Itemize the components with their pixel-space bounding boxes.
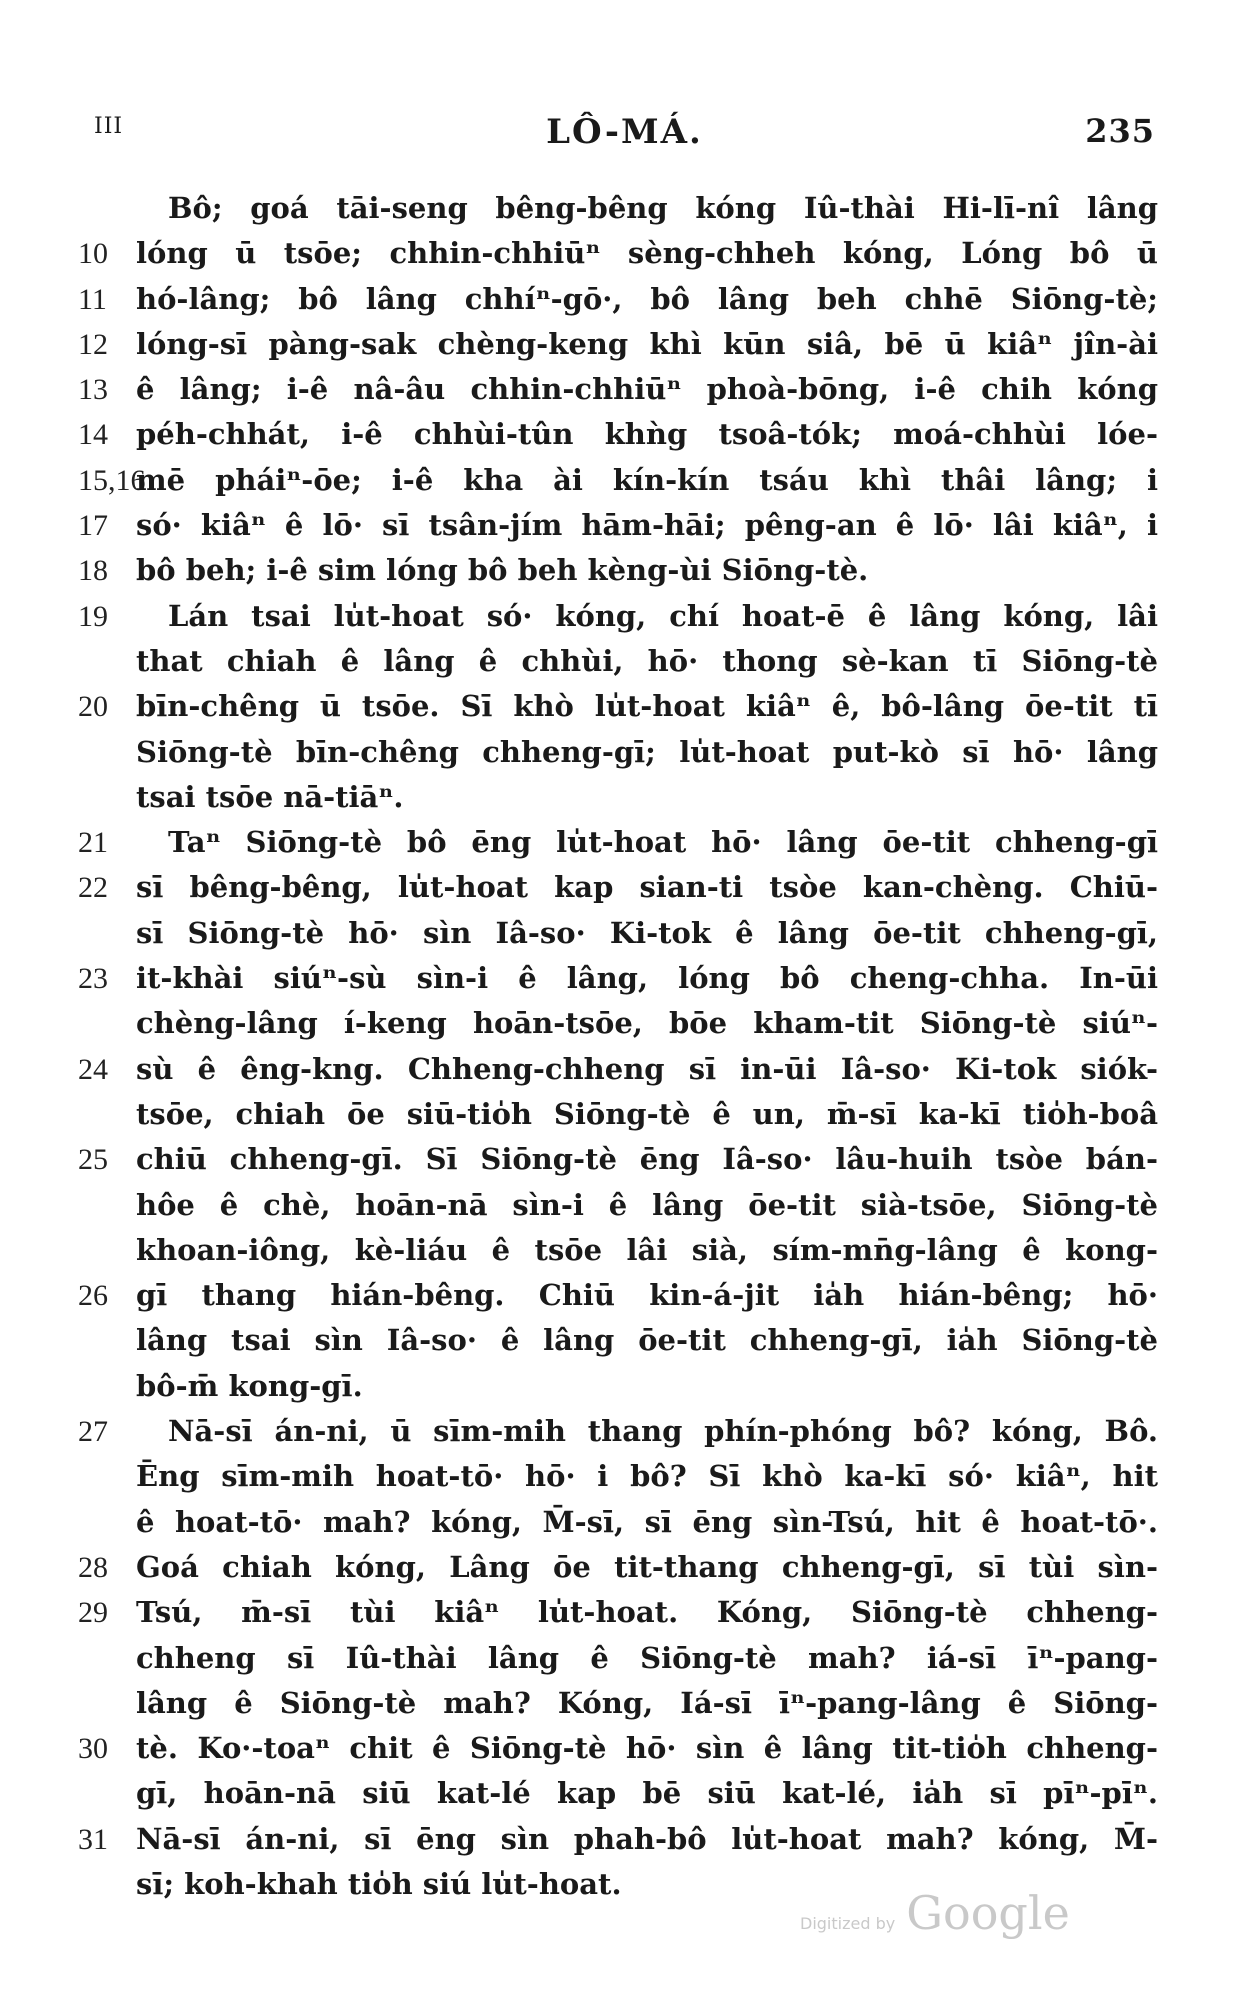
google-logo: Google [906,1886,1070,1940]
text-line [78,1590,1158,1635]
text-line [78,1183,1158,1228]
text-line [78,1409,1158,1454]
verse-number: 11 [78,282,107,316]
text-line [78,1047,1158,1092]
text-line [78,911,1158,956]
line-text: ê lâng; i-ê nâ-âu chhin-chhiūⁿ phoà-bōng, i-ê chih kóng [136,372,1158,407]
text-line [78,412,1158,457]
text-line [78,1771,1158,1816]
line-text: bīn-chêng ū tsōe. Sī khò lu̍t-hoat kiâⁿ ê, bô-lâng ōe-tit tī [136,689,1158,724]
line-text: Nā-sī án-ni, ū sīm-mih thang phín-phóng bô? kóng, Bô. [168,1414,1158,1449]
text-line [78,548,1158,593]
line-text: sī; koh-khah tio̍h siú lu̍t-hoat. [136,1866,622,1901]
line-text: Goá chiah kóng, Lâng ōe tit-thang chheng-gī, sī tùi sìn- [136,1549,1158,1584]
line-text: lóng ū tsōe; chhin-chhiūⁿ sèng-chheh kóng, Lóng bô ū [136,236,1158,271]
text-line [78,231,1158,276]
line-text: Ēng sīm-mih hoat-tō· hō· i bô? Sī khò ka-kī só· kiâⁿ, hit [136,1459,1158,1494]
line-text: tsai tsōe nā-tiāⁿ. [136,779,404,814]
digitized-by-text: Digitized by [800,1914,896,1933]
text-line [78,1318,1158,1363]
digitization-watermark [800,1886,1070,1946]
text-line [78,1092,1158,1137]
line-text: lâng tsai sìn Iâ-so· ê lâng ōe-tit chheng-gī, ia̍h Siōng-tè [136,1323,1158,1358]
line-text: that chiah ê lâng ê chhùi, hō· thong sè-kan tī Siōng-tè [136,643,1158,678]
line-text: ê hoat-tō· mah? kóng, M̄-sī, sī ēng sìn-Tsú, hit ê hoat-tō·. [136,1504,1158,1539]
text-line [78,1500,1158,1545]
text-line [78,1001,1158,1046]
running-head [94,112,1155,156]
text-line [78,1454,1158,1499]
verse-number: 22 [78,871,108,905]
text-line [78,956,1158,1001]
line-text: Siōng-tè bīn-chêng chheng-gī; lu̍t-hoat put-kò sī hō· lâng [136,734,1158,769]
verse-number: 27 [78,1415,108,1449]
text-line [78,1545,1158,1590]
verse-number: 26 [78,1279,108,1313]
verse-number: 29 [78,1596,108,1630]
line-text: sī Siōng-tè hō· sìn Iâ-so· Ki-tok ê lâng ōe-tit chheng-gī, [136,915,1158,950]
line-text: gī, hoān-nā siū kat-lé kap bē siū kat-lé, ia̍h sī pīⁿ-pīⁿ. [136,1776,1158,1811]
line-text: lóng-sī pàng-sak chèng-keng khì kūn siâ, bē ū kiâⁿ jîn-ài [136,326,1158,361]
page-title: LÔ-MÁ. [546,112,703,152]
text-line [78,1273,1158,1318]
line-text: Taⁿ Siōng-tè bô ēng lu̍t-hoat hō· lâng ōe-tit chheng-gī [168,825,1158,860]
text-line [78,1636,1158,1681]
line-text: lâng ê Siōng-tè mah? Kóng, Iá-sī īⁿ-pang-lâng ê Siōng- [136,1685,1158,1720]
text-line [78,367,1158,412]
verse-number: 18 [78,554,108,588]
verse-number: 13 [78,373,108,407]
verse-number: 25 [78,1143,108,1177]
line-text: bô beh; i-ê sim lóng bô beh kèng-ùi Siōng-tè. [136,553,869,588]
text-line [78,1228,1158,1273]
line-text: péh-chhát, i-ê chhùi-tûn khǹg tsoâ-tók; moá-chhùi lóe- [136,417,1158,452]
chapter-number: III [94,114,124,139]
line-text: chèng-lâng í-keng hoān-tsōe, bōe kham-tit Siōng-tè siúⁿ- [136,1006,1158,1041]
text-line [78,775,1158,820]
text-line [78,322,1158,367]
line-text: bô-m̄ kong-gī. [136,1368,363,1403]
line-text: hó-lâng; bô lâng chhíⁿ-gō·, bô lâng beh chhē Siōng-tè; [136,281,1158,316]
line-text: gī thang hián-bêng. Chiū kin-á-jit ia̍h hián-bêng; hō· [136,1278,1158,1313]
line-text: só· kiâⁿ ê lō· sī tsân-jím hām-hāi; pêng-an ê lō· lâi kiâⁿ, i [136,508,1158,543]
line-text: tsōe, chiah ōe siū-tio̍h Siōng-tè ê un, m̄-sī ka-kī tio̍h-boâ [136,1096,1158,1131]
text-line [78,186,1158,231]
line-text: tè. Ko·-toaⁿ chit ê Siōng-tè hō· sìn ê lâng tit-tio̍h chheng- [136,1731,1158,1766]
text-line [78,1137,1158,1182]
line-text: mē pháiⁿ-ōe; i-ê kha ài kín-kín tsáu khì thâi lâng; i [136,462,1158,497]
text-line [78,820,1158,865]
verse-number: 17 [78,509,108,543]
verse-number: 23 [78,962,108,996]
text-line [78,594,1158,639]
line-text: it-khài siúⁿ-sù sìn-i ê lâng, lóng bô cheng-chha. In-ūi [136,961,1158,996]
text-line [78,503,1158,548]
line-text: Bô; goá tāi-seng bêng-bêng kóng Iû-thài Hi-lī-nî lâng [168,191,1158,225]
text-line [78,1364,1158,1409]
text-line [78,684,1158,729]
line-text: khoan-iông, kè-liáu ê tsōe lâi sià, sím-mn̄g-lâng ê kong- [136,1232,1158,1267]
text-line [78,277,1158,322]
verse-number: 12 [78,327,108,361]
verse-number: 19 [78,599,108,633]
verse-number: 28 [78,1550,108,1584]
verse-number: 14 [78,418,108,452]
line-text: hôe ê chè, hoān-nā sìn-i ê lâng ōe-tit sià-tsōe, Siōng-tè [136,1187,1158,1222]
verse-number: 20 [78,690,108,724]
line-text: Nā-sī án-ni, sī ēng sìn phah-bô lu̍t-hoat mah? kóng, M̄- [136,1821,1158,1856]
verse-number: 15,16 [78,463,146,497]
text-line [78,865,1158,910]
line-text: chheng sī Iû-thài lâng ê Siōng-tè mah? iá-sī īⁿ-pang- [136,1640,1158,1675]
text-line [78,1817,1158,1862]
line-text: Lán tsai lu̍t-hoat só· kóng, chí hoat-ē ê lâng kóng, lâi [168,598,1158,633]
text-line [78,458,1158,503]
text-line [78,1681,1158,1726]
line-text: chiū chheng-gī. Sī Siōng-tè ēng Iâ-so· lâu-huih tsòe bán- [136,1142,1158,1177]
verse-number: 30 [78,1732,108,1766]
page-number: 235 [1085,112,1155,150]
verse-number: 10 [78,237,108,271]
text-line [78,1726,1158,1771]
line-text: sù ê êng-kng. Chheng-chheng sī in-ūi Iâ-so· Ki-tok siók- [136,1051,1158,1086]
body-text [78,186,1158,1907]
text-line [78,639,1158,684]
verse-number: 21 [78,826,108,860]
line-text: Tsú, m̄-sī tùi kiâⁿ lu̍t-hoat. Kóng, Siōng-tè chheng- [136,1595,1158,1630]
line-text: sī bêng-bêng, lu̍t-hoat kap sian-ti tsòe kan-chèng. Chiū- [136,870,1158,905]
text-line [78,730,1158,775]
verse-number: 24 [78,1052,108,1086]
verse-number: 31 [78,1822,108,1856]
